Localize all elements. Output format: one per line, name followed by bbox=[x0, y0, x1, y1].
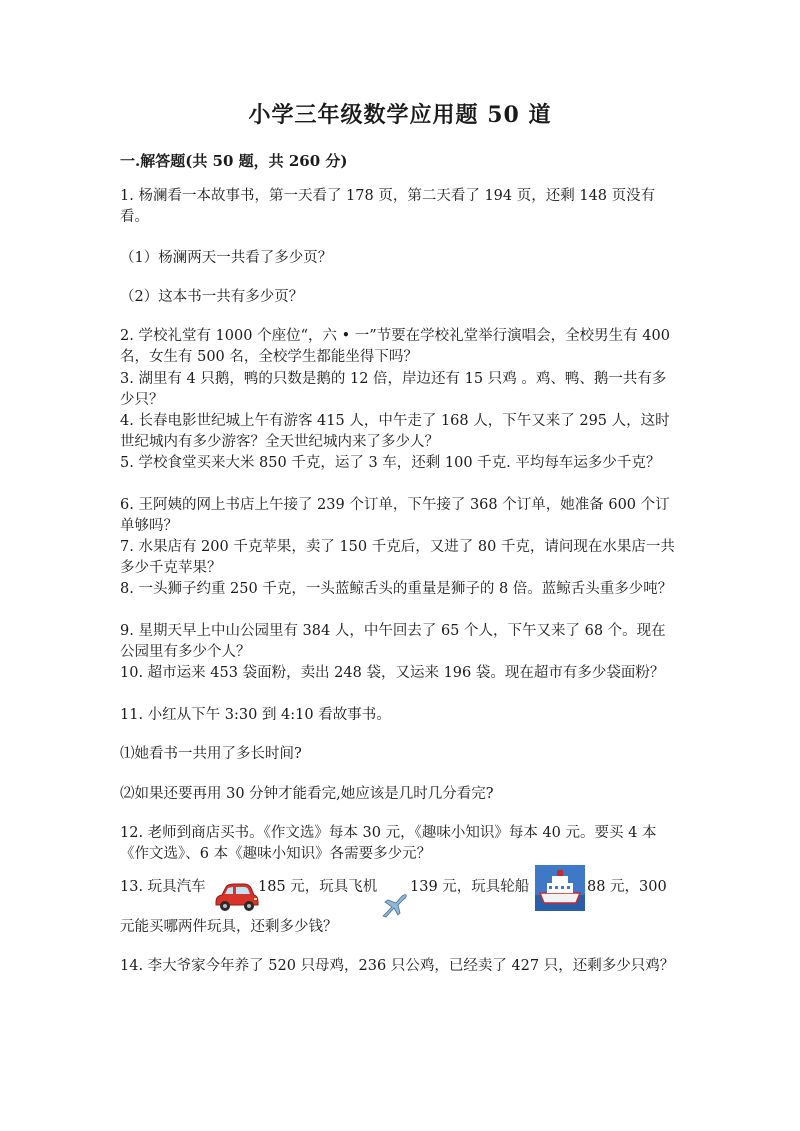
toy-plane-icon bbox=[380, 890, 410, 920]
question-13-part-4: 88 元，300 bbox=[587, 879, 667, 895]
toy-car-icon bbox=[212, 878, 260, 914]
question-5: 5. 学校食堂买来大米 850 千克，运了 3 车，还剩 100 千克. 平均每车运多少千克？ bbox=[120, 455, 661, 471]
toy-ship-icon bbox=[535, 865, 585, 911]
question-1-sub-1: （1）杨澜两天一共看了多少页？ bbox=[120, 250, 333, 266]
question-11-sub-1: ⑴她看书一共用了多长时间? bbox=[120, 746, 302, 762]
question-13-part-2: 185 元，玩具飞机 bbox=[258, 879, 378, 895]
question-9: 9. 星期天早上中山公园里有 384 人，中午回去了 65 个人，下午又来了 68 个。现在公园里有多少个人？ bbox=[120, 623, 666, 660]
question-13-part-1: 13. 玩具汽车 bbox=[120, 879, 206, 895]
question-11: 11. 小红从下午 3:30 到 4:10 看故事书。 bbox=[120, 707, 391, 723]
question-7: 7. 水果店有 200 千克苹果，卖了 150 千克后，又进了 80 千克，请问现在水果店一共多少千克苹果？ bbox=[120, 539, 675, 576]
question-10: 10. 超市运来 453 袋面粉，卖出 248 袋，又运来 196 袋。现在超市有多少袋面粉？ bbox=[120, 665, 665, 681]
question-3: 3. 湖里有 4 只鹅，鸭的只数是鹅的 12 倍，岸边还有 15 只鸡 。鸡、鸭、鹅一共有多少只？ bbox=[120, 371, 667, 408]
question-1: 1. 杨澜看一本故事书，第一天看了 178 页，第二天看了 194 页，还剩 148 页没有看。 bbox=[120, 188, 656, 225]
question-2: 2. 学校礼堂有 1000 个座位“，六 • 一”节要在学校礼堂举行演唱会，全校男生有 400 名，女生有 500 名，全校学生都能坐得下吗？ bbox=[120, 328, 670, 365]
question-12: 12. 老师到商店买书。《作文选》每本 30 元，《趣味小知识》每本 40 元。要买 4 本《作文选》、6 本《趣味小知识》各需要多少元？ bbox=[120, 825, 657, 862]
section-heading: 一.解答题(共 50 题，共 260 分) bbox=[120, 152, 348, 170]
question-8: 8. 一头狮子约重 250 千克，一头蓝鲸舌头的重量是狮子的 8 倍。蓝鲸舌头重多少吨？ bbox=[120, 581, 673, 597]
question-13-line-2: 元能买哪两件玩具，还剩多少钱？ bbox=[120, 919, 338, 935]
page-title: 小学三年级数学应用题 50 道 bbox=[248, 102, 552, 128]
question-6: 6. 王阿姨的网上书店上午接了 239 个订单，下午接了 368 个订单，她准备 600 个订单够吗？ bbox=[120, 497, 670, 534]
question-1-sub-2: （2）这本书一共有多少页？ bbox=[120, 289, 304, 305]
question-14: 14. 李大爷家今年养了 520 只母鸡，236 只公鸡，已经卖了 427 只，还剩多少只鸡？ bbox=[120, 958, 675, 974]
question-4: 4. 长春电影世纪城上午有游客 415 人，中午走了 168 人，下午又来了 295 人，这时世纪城内有多少游客？全天世纪城内来了多少人？ bbox=[120, 413, 670, 450]
question-11-sub-2: ⑵如果还要再用 30 分钟才能看完,她应该是几时几分看完? bbox=[120, 786, 494, 802]
question-13-part-3: 139 元，玩具轮船 bbox=[410, 879, 530, 895]
